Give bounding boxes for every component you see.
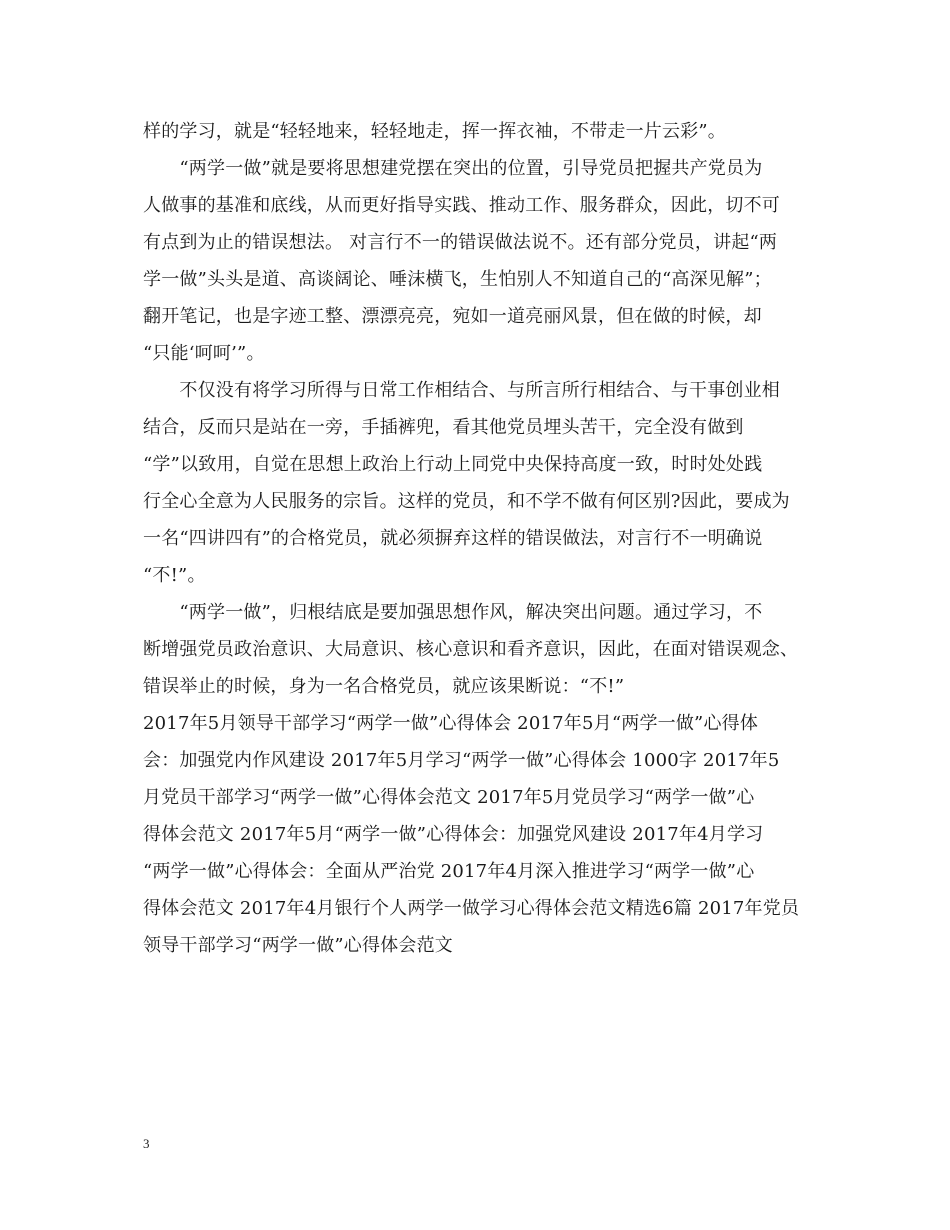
text-line: 行全心全意为人民服务的宗旨。这样的党员，和不学不做有何区别?因此，要成为 — [143, 491, 790, 512]
related-articles-line: 2017年5月领导干部学习“两学一做”心得体会 2017年5月“两学一做”心得体 — [143, 713, 759, 734]
related-articles-line: 领导干部学习“两学一做”心得体会范文 — [143, 935, 454, 956]
text-line: 断增强党员政治意识、大局意识、核心意识和看齐意识，因此，在面对错误观念、 — [143, 639, 799, 660]
text-line: 人做事的基准和底线，从而更好指导实践、推动工作、服务群众，因此，切不可 — [143, 195, 780, 216]
related-articles-line: 月党员干部学习“两学一做”心得体会范文 2017年5月党员学习“两学一做”心 — [143, 787, 755, 808]
text-line: 结合，反而只是站在一旁，手插裤兜，看其他党员埋头苦干，完全没有做到 — [143, 417, 744, 438]
related-articles-line: 得体会范文 2017年4月银行个人两学一做学习心得体会范文精选6篇 2017年党员 — [143, 898, 800, 919]
text-line: “两学一做”就是要将思想建党摆在突出的位置，引导党员把握共产党员为 — [143, 158, 763, 179]
page-number: 3 — [143, 1136, 150, 1151]
text-line: 有点到为止的错误想法。 对言行不一的错误做法说不。还有部分党员，讲起“两 — [143, 232, 778, 253]
text-line: 翻开笔记，也是字迹工整、漂漂亮亮，宛如一道亮丽风景，但在做的时候，却 — [143, 306, 762, 327]
text-line: “不!”。 — [143, 565, 206, 586]
related-articles-line: 会：加强党内作风建设 2017年5月学习“两学一做”心得体会 1000字 2017年5 — [143, 750, 780, 771]
text-line: 错误举止的时候，身为一名合格党员，就应该果断说：“不!” — [143, 676, 625, 697]
text-line: 一名“四讲四有”的合格党员，就必须摒弃这样的错误做法，对言行不一明确说 — [143, 528, 763, 549]
text-line: 学一做”头头是道、高谈阔论、唾沫横飞，生怕别人不知道自己的“高深见解”； — [143, 269, 772, 290]
text-line: 样的学习，就是“轻轻地来，轻轻地走，挥一挥衣袖，不带走一片云彩”。 — [143, 121, 727, 142]
text-line: “只能‘呵呵’”。 — [143, 343, 265, 364]
body-text — [143, 113, 815, 964]
text-line: “学”以致用，自觉在思想上政治上行动上同党中央保持高度一致，时时处处践 — [143, 454, 763, 475]
related-articles-line: “两学一做”心得体会：全面从严治党 2017年4月深入推进学习“两学一做”心 — [143, 861, 755, 882]
text-line: “两学一做”，归根结底是要加强思想作风，解决突出问题。通过学习，不 — [143, 602, 763, 623]
related-articles-line: 得体会范文 2017年5月“两学一做”心得体会：加强党风建设 2017年4月学习 — [143, 824, 764, 845]
text-line: 不仅没有将学习所得与日常工作相结合、与所言所行相结合、与干事创业相 — [143, 380, 780, 401]
